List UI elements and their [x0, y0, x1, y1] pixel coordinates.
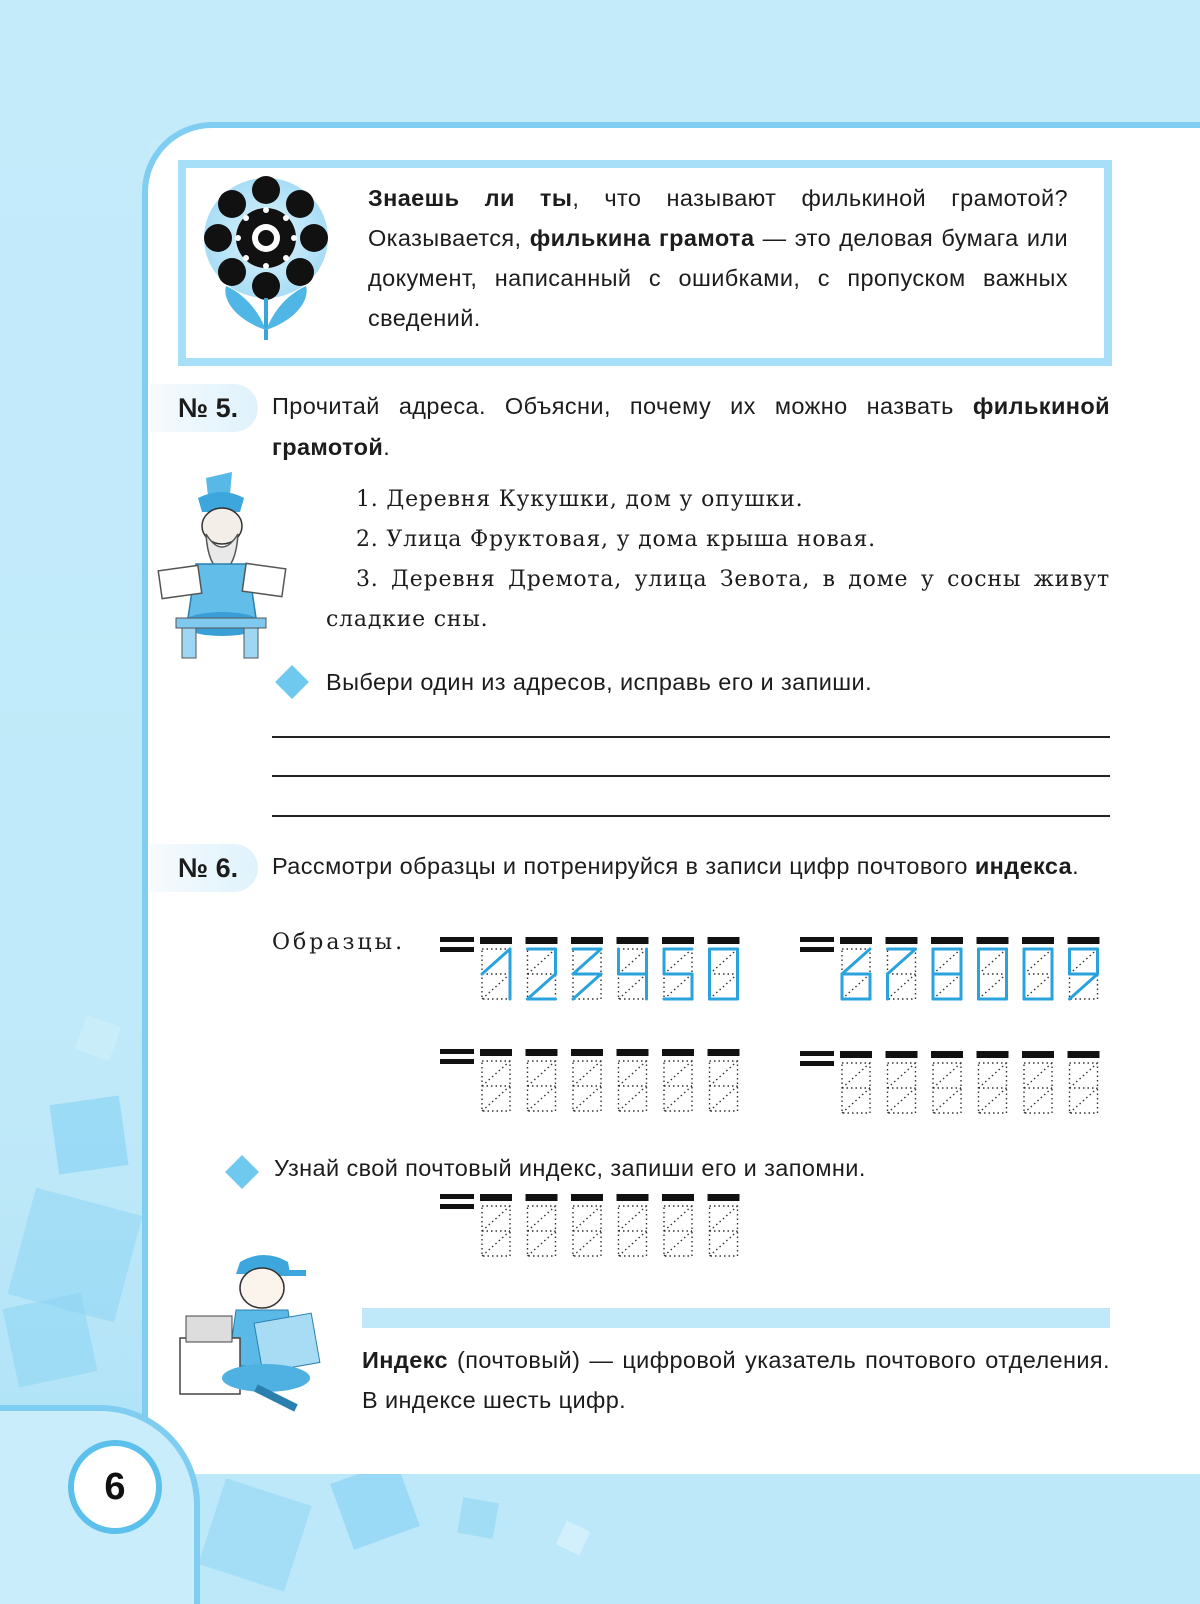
index-cell-bar [931, 1051, 963, 1058]
index-cell-bar [480, 937, 512, 944]
index-cell [1024, 949, 1052, 999]
decor-square [49, 1095, 128, 1174]
index-mark [440, 1194, 474, 1199]
index-cell[interactable] [979, 1063, 1007, 1113]
writing-line-3[interactable] [272, 815, 1110, 817]
index-cell-bar [708, 937, 740, 944]
index-grid [800, 943, 1110, 1007]
index-cell[interactable] [888, 1063, 916, 1113]
index-cell-bar [1022, 937, 1054, 944]
index-cell[interactable] [619, 1061, 647, 1111]
decor-square [3, 1293, 98, 1388]
address-1: 1. Деревня Кукушки, дом у опушки. [356, 487, 804, 512]
info-definition: — это деловая бумага или документ, написанный с ошибками, с пропуском важных сведений. [368, 225, 1068, 331]
sample-index-1 [440, 943, 750, 1007]
task6-label: № 6. [150, 844, 258, 892]
practice-index-1[interactable] [440, 1055, 750, 1119]
index-cell [664, 949, 692, 999]
task5-subtask: Выбери один из адресов, исправь его и запиши. [326, 669, 873, 695]
writing-line-1[interactable] [272, 736, 1110, 738]
index-cell[interactable] [842, 1063, 870, 1113]
index-cell-bar [526, 937, 558, 944]
index-mark [440, 937, 474, 942]
digit-stroke [482, 949, 510, 974]
task6-period: . [1072, 853, 1080, 879]
task6-term: индекса [974, 853, 1073, 879]
index-cell[interactable] [710, 1206, 738, 1256]
index-grid [440, 943, 750, 1007]
index-cell[interactable] [664, 1206, 692, 1256]
decor-square [457, 1497, 499, 1539]
info-term: филькина грамота [529, 225, 755, 251]
index-cell-bar [886, 1051, 918, 1058]
samples-label: Образцы. [272, 930, 406, 955]
index-cell[interactable] [619, 1206, 647, 1256]
digit-stroke [1070, 974, 1098, 999]
index-cell [482, 949, 510, 999]
index-cell[interactable] [933, 1063, 961, 1113]
index-cell-bar [840, 1051, 872, 1058]
background-top [0, 0, 1200, 140]
index-cell[interactable] [482, 1206, 510, 1256]
index-cell-bar [571, 1194, 603, 1201]
definition-bar [362, 1308, 1110, 1328]
index-cell-bar [526, 1049, 558, 1056]
address-2: 2. Улица Фруктовая, у дома крыша новая. [356, 527, 876, 552]
index-grid[interactable] [440, 1200, 750, 1264]
index-mark [800, 1051, 834, 1056]
index-cell [888, 949, 916, 999]
index-cell-bar [526, 1194, 558, 1201]
index-cell [710, 949, 738, 999]
filka-character-icon [152, 468, 288, 664]
index-cell-bar [1022, 1051, 1054, 1058]
index-cell [573, 949, 601, 999]
index-grid[interactable] [800, 1057, 1110, 1121]
info-lead-rest: , что называют филькиной грамотой? Оказывается, [368, 185, 1068, 251]
task5-label: № 5. [150, 384, 258, 432]
index-cell-bar [617, 1194, 649, 1201]
index-cell[interactable] [573, 1206, 601, 1256]
index-mark [800, 1061, 834, 1066]
definition-text [362, 1340, 1110, 1420]
index-cell[interactable] [1070, 1063, 1098, 1113]
task6-subtask: Узнай свой почтовый индекс, запиши его и запомни. [274, 1155, 866, 1181]
index-cell-bar [480, 1194, 512, 1201]
digit-stroke [528, 974, 556, 999]
index-cell [979, 949, 1007, 999]
index-cell-bar [571, 937, 603, 944]
digit-stroke [842, 949, 870, 974]
index-cell-bar [977, 937, 1009, 944]
index-cell-bar [708, 1049, 740, 1056]
flower-icon [196, 170, 336, 346]
index-cell[interactable] [664, 1061, 692, 1111]
index-cell-bar [617, 1049, 649, 1056]
index-cell-bar [662, 937, 694, 944]
index-mark [440, 1049, 474, 1054]
digit-stroke [573, 949, 601, 974]
index-mark [440, 947, 474, 952]
index-cell-bar [1068, 937, 1100, 944]
index-cell-bar [708, 1194, 740, 1201]
index-mark [800, 947, 834, 952]
index-mark [440, 1204, 474, 1209]
index-cell-bar [571, 1049, 603, 1056]
index-cell [933, 949, 961, 999]
digit-stroke [888, 949, 916, 974]
digit-stroke [573, 974, 601, 999]
index-cell[interactable] [1024, 1063, 1052, 1113]
info-lead: Знаешь ли ты [368, 185, 573, 211]
index-cell-bar [931, 937, 963, 944]
index-cell[interactable] [528, 1061, 556, 1111]
index-cell [528, 949, 556, 999]
boy-reading-icon [176, 1248, 336, 1418]
index-mark [440, 1059, 474, 1064]
index-cell [842, 949, 870, 999]
index-cell-bar [977, 1051, 1009, 1058]
info-text [368, 178, 1068, 338]
index-cell[interactable] [710, 1061, 738, 1111]
index-cell[interactable] [482, 1061, 510, 1111]
index-cell[interactable] [528, 1206, 556, 1256]
index-cell-bar [480, 1049, 512, 1056]
index-cell-bar [886, 937, 918, 944]
page-number: 6 [68, 1440, 162, 1534]
task5-period: . [383, 434, 391, 460]
task5-instruction: Прочитай адреса. Объясни, почему их можно назвать [272, 393, 973, 419]
definition-body: (почтовый) — цифровой указатель почтового отделения. В индексе шесть цифр. [362, 1347, 1110, 1413]
index-cell [619, 949, 647, 999]
practice-index-2[interactable] [800, 1057, 1110, 1121]
index-cell-bar [1068, 1051, 1100, 1058]
sample-index-2 [800, 943, 1110, 1007]
writing-line-2[interactable] [272, 775, 1110, 777]
index-cell-bar [617, 937, 649, 944]
definition-term: Индекс [362, 1347, 448, 1373]
index-cell-bar [662, 1049, 694, 1056]
index-cell[interactable] [573, 1061, 601, 1111]
index-cell [1070, 949, 1098, 999]
address-3: 3. Деревня Дремота, улица Зевота, в доме у сосны живут сладкие сны. [326, 567, 1110, 632]
index-mark [800, 937, 834, 942]
own-index[interactable] [440, 1200, 750, 1264]
task6-instruction: Рассмотри образцы и потренируйся в записи цифр почтового [272, 853, 975, 879]
task5-term: филькиной грамотой [272, 393, 1110, 460]
task5-text [272, 386, 1110, 468]
index-grid[interactable] [440, 1055, 750, 1119]
task6-text [272, 846, 1110, 887]
index-cell-bar [840, 937, 872, 944]
index-cell-bar [662, 1194, 694, 1201]
